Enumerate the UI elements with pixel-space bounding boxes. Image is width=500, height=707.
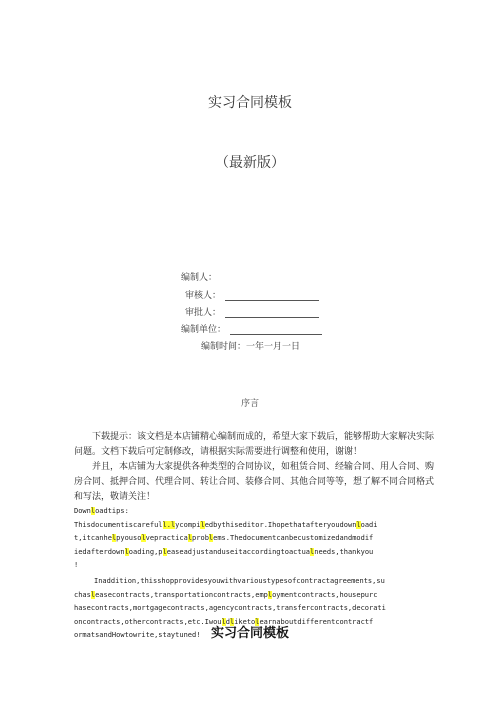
en2-line-1: Inaddition,thisshopprovidesyouwithvarioustypesofcontractagreements,su	[94, 577, 385, 585]
preface-heading: 序言	[240, 399, 259, 409]
meta-date-label: 编制时间：一年一月一日	[201, 342, 301, 352]
bottom-title: 实习合同模板	[210, 626, 289, 641]
meta-unit	[181, 322, 322, 335]
meta-date	[201, 339, 300, 352]
document-title: 实习合同模板	[208, 95, 292, 111]
en1-line-4: iedafterdownloading,pleaseadjustanduseitaccordingtoactualneeds,thankyou	[74, 547, 374, 556]
meta-editor-label: 编制人：	[181, 273, 218, 283]
paragraph-en-1	[74, 505, 444, 573]
meta-reviewer-label: 审核人：	[185, 291, 222, 301]
document-subtitle: （最新版）	[215, 155, 285, 171]
paragraph-cn-1: 下载提示：该文档是本店铺精心编制而成的，希望大家下载后，能够帮助大家解决实际问题。文档下载后可定制修改，请根据实际需要进行调整和使用，谢谢！	[74, 432, 435, 457]
meta-editor	[181, 270, 217, 283]
en1-line-2: Thisdocumentiscarefull.lycompiledbythiseditor.Ihopethatafteryoudownloadi	[74, 520, 378, 529]
meta-approver-label: 审批人：	[185, 308, 222, 318]
en1-line-3: t,itcanhelpyousolvepracticalproblems.Thedocumentcanbecustomizedandmodif	[74, 534, 374, 542]
en2-line-5: ormatsandHowtowrite,staytuned!	[74, 631, 201, 639]
meta-unit-line	[230, 326, 322, 335]
en2-line-3: hasecontracts,mortgagecontracts,agencycontracts,transfercontracts,decorati	[74, 604, 386, 612]
paragraph-cn-2: 并且，本店铺为大家提供各种类型的合同协议，如租赁合同、经输合同、用人合同、购房合同、抵押合同、代理合同、转让合同、装修合同、其他合同等等，想了解不同合同格式和写法，敬请关注！	[74, 462, 435, 502]
meta-approver	[185, 305, 319, 318]
meta-approver-line	[225, 309, 319, 318]
meta-unit-label: 编制单位：	[181, 325, 227, 335]
en2-line-4: oncontracts,othercontracts,etc.Iwouldliketolearnaboutdifferentcontractf	[74, 617, 374, 626]
en2-line-2: chasleasecontracts,transportationcontracts,employmentcontracts,housepurc	[74, 590, 378, 599]
meta-reviewer	[185, 288, 319, 301]
en1-line-5: !	[74, 561, 79, 569]
meta-reviewer-line	[225, 292, 319, 301]
en1-line-1: Downloadtips:	[74, 507, 129, 515]
